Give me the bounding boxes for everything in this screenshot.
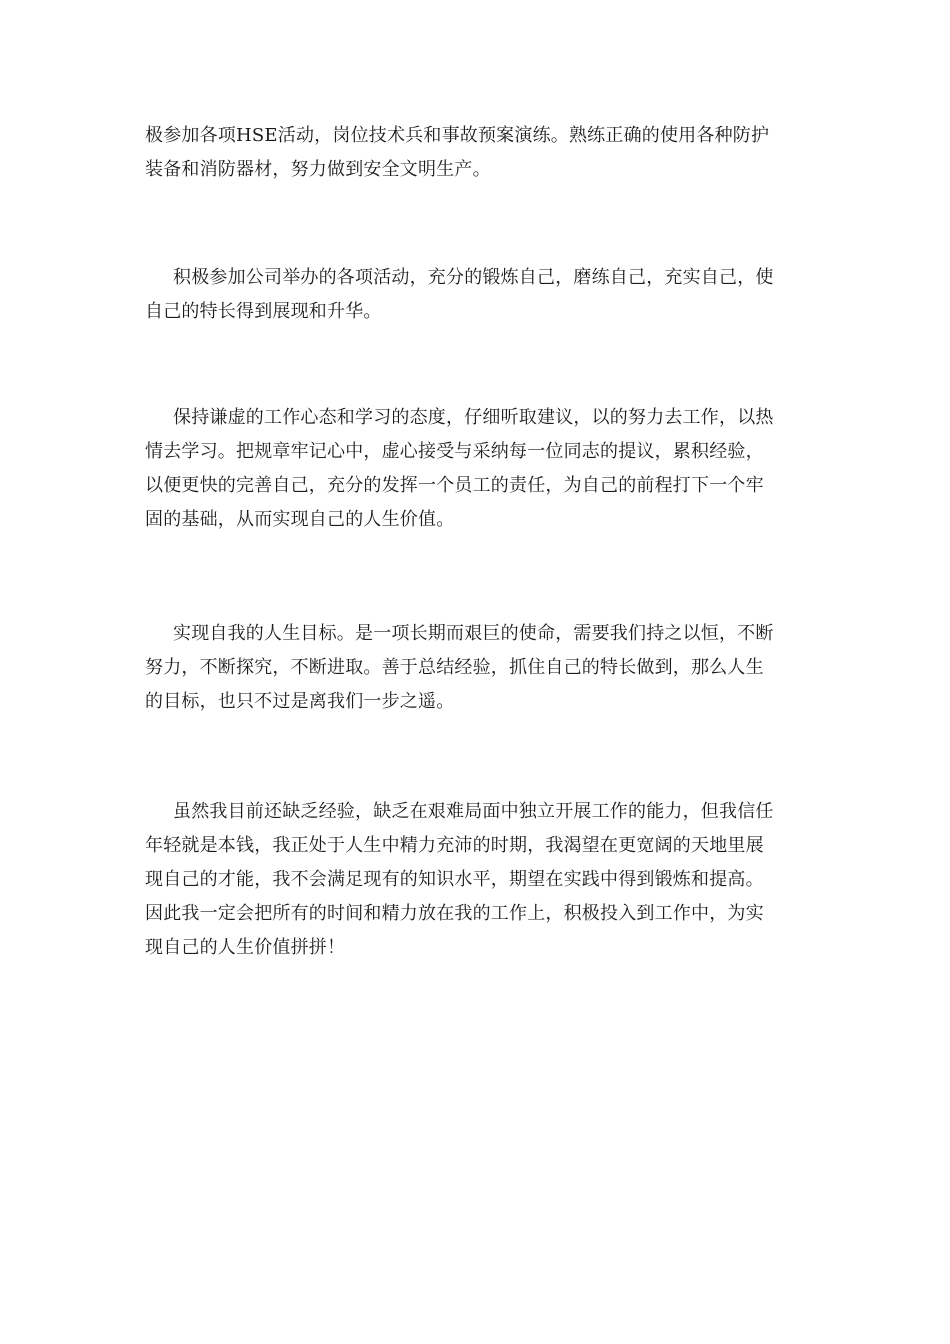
paragraph-line: 固的基础，从而实现自己的人生价值。 <box>145 509 455 530</box>
paragraph-line: 实现自我的人生目标。是一项长期而艰巨的使命，需要我们持之以恒，不断 <box>173 623 774 644</box>
paragraph-3 <box>145 401 810 537</box>
paragraph-line: 情去学习。把规章牢记心中，虚心接受与采纳每一位同志的提议，累积经验， <box>145 441 764 462</box>
paragraph-line: 现自己的才能，我不会满足现有的知识水平，期望在实践中得到锻炼和提高。 <box>145 869 764 890</box>
paragraph-line: 保持谦虚的工作心态和学习的态度，仔细听取建议，以的努力去工作，以热 <box>173 407 774 428</box>
paragraph-line: 因此我一定会把所有的时间和精力放在我的工作上，积极投入到工作中，为实 <box>145 903 764 924</box>
paragraph-line: 装备和消防器材，努力做到安全文明生产。 <box>145 159 491 180</box>
paragraph-line: 的目标，也只不过是离我们一步之遥。 <box>145 691 455 712</box>
paragraph-line: 自己的特长得到展现和升华。 <box>145 301 382 322</box>
paragraph-line: 极参加各项HSE活动，岗位技术兵和事故预案演练。熟练正确的使用各种防护 <box>145 125 770 146</box>
paragraph-5 <box>145 795 810 965</box>
paragraph-line: 努力，不断探究，不断进取。善于总结经验，抓住自己的特长做到，那么人生 <box>145 657 764 678</box>
paragraph-line: 积极参加公司举办的各项活动，充分的锻炼自己，磨练自己，充实自己，使 <box>173 267 774 288</box>
paragraph-line: 以便更快的完善自己，充分的发挥一个员工的责任，为自己的前程打下一个牢 <box>145 475 764 496</box>
paragraph-2 <box>145 261 810 329</box>
paragraph-line: 现自己的人生价值拼拼！ <box>145 937 346 958</box>
paragraph-line: 虽然我目前还缺乏经验，缺乏在艰难局面中独立开展工作的能力，但我信任 <box>173 801 774 822</box>
paragraph-line: 年轻就是本钱，我正处于人生中精力充沛的时期，我渴望在更宽阔的天地里展 <box>145 835 764 856</box>
paragraph-4 <box>145 617 810 719</box>
paragraph-1 <box>145 119 810 187</box>
